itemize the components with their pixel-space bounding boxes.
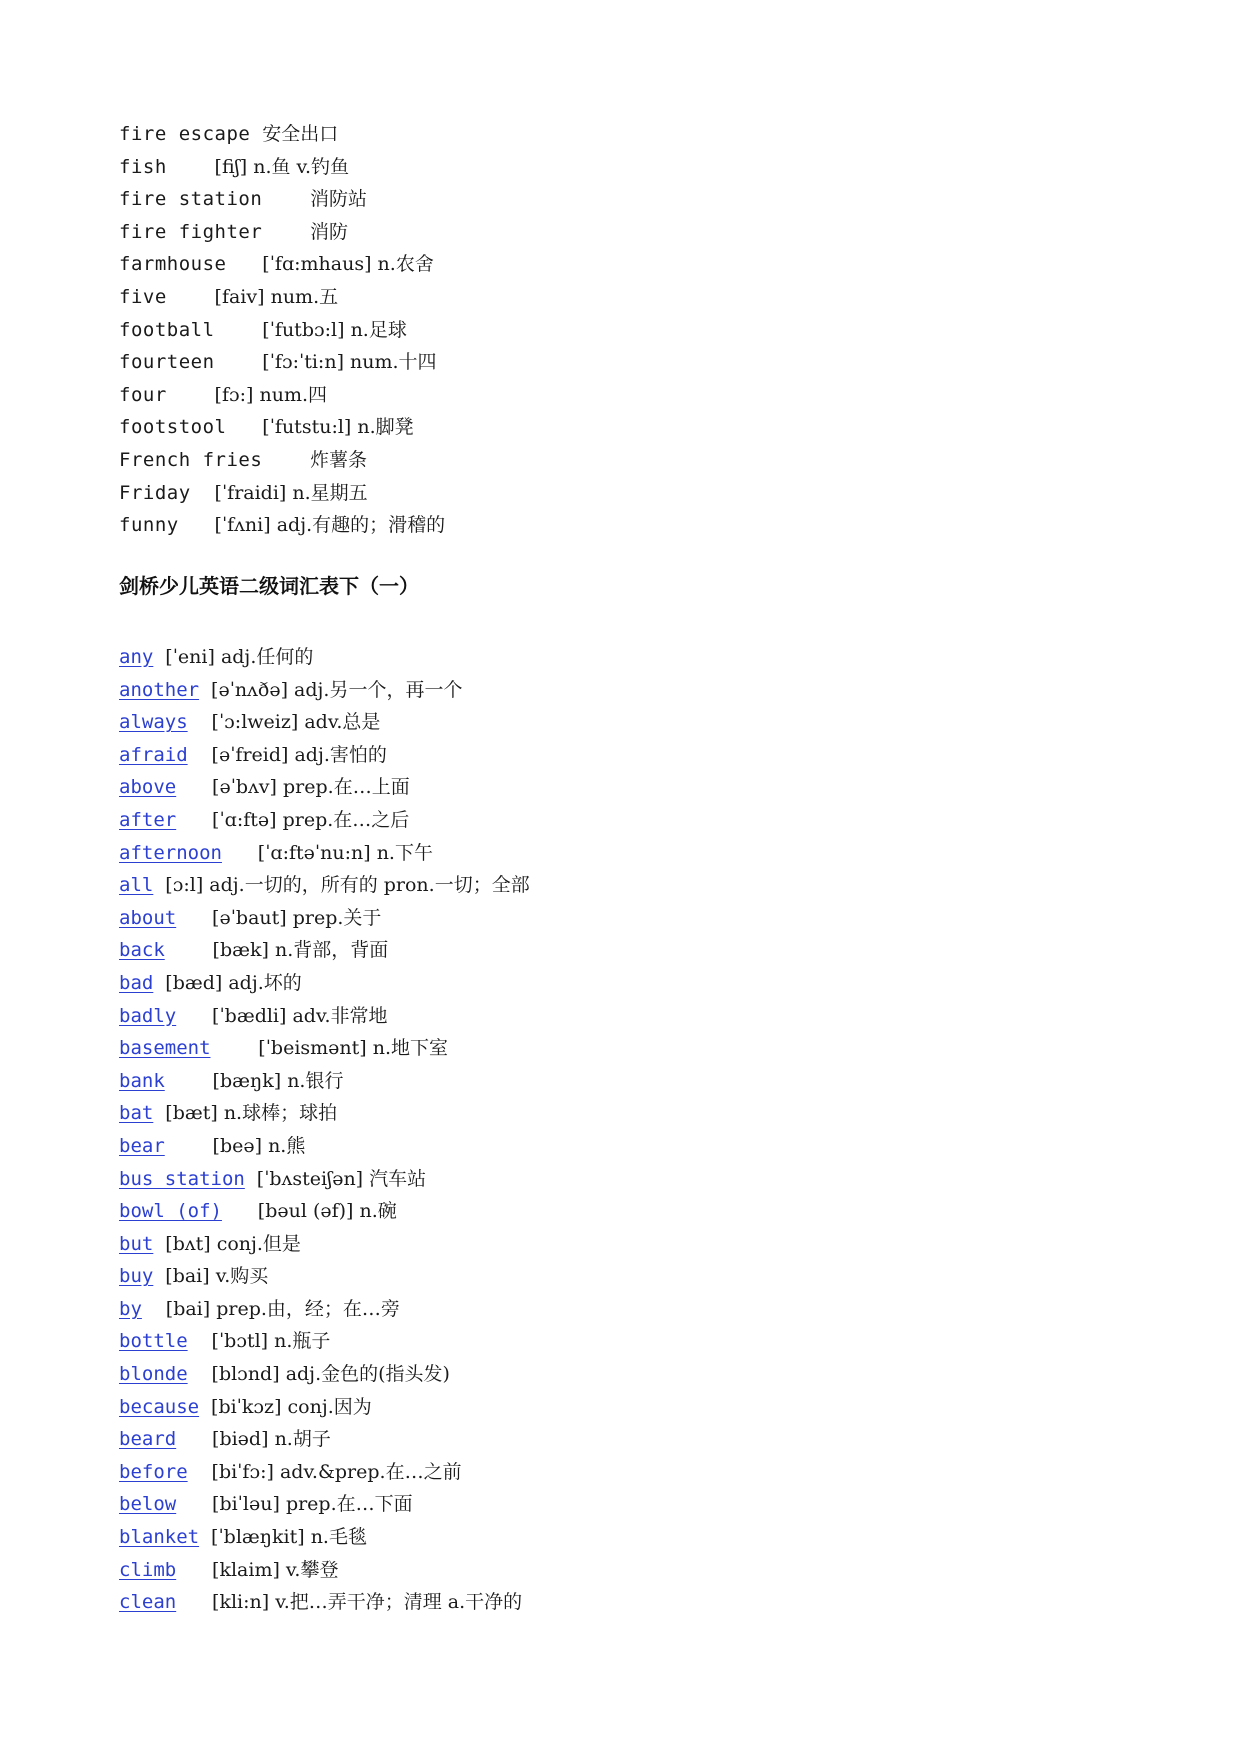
vocab-entry (119, 183, 445, 216)
vocab-definition: adj.任何的 (220, 646, 314, 668)
vocab-pronunciation: [əˈbʌv] (212, 776, 277, 799)
vocab-entry (119, 444, 445, 477)
vocab-entry (119, 1195, 530, 1228)
vocab-pronunciation: [ˈblæŋkit] (211, 1526, 305, 1549)
vocab-definition: 炸薯条 (310, 448, 368, 471)
spacer (167, 156, 215, 178)
vocab-pronunciation: [ˈfraidi] (214, 481, 287, 504)
spacer (165, 1070, 213, 1092)
vocab-definition: 消防站 (310, 188, 368, 211)
vocab-word-link[interactable]: basement (119, 1037, 211, 1060)
vocab-pronunciation: [ˈfutbɔ:l] (262, 318, 345, 341)
vocab-definition: v.购买 (215, 1265, 269, 1288)
vocab-definition: 安全出口 (262, 123, 339, 145)
vocab-word-link[interactable]: bank (119, 1069, 165, 1092)
spacer (167, 286, 215, 308)
vocab-definition: n.胡子 (274, 1428, 331, 1451)
vocab-entry (119, 151, 445, 184)
vocab-definition: adj.金色的(指头发) (285, 1363, 450, 1386)
spacer (211, 1037, 259, 1059)
vocab-word-link[interactable]: buy (119, 1265, 154, 1288)
spacer (153, 1265, 165, 1287)
vocab-word: fire escape (119, 123, 251, 145)
vocab-word-link[interactable]: climb (119, 1558, 177, 1581)
spacer (188, 1461, 212, 1483)
vocab-pronunciation: [fiʃ] (214, 155, 248, 178)
vocab-definition: adv.非常地 (292, 1004, 388, 1027)
vocab-pronunciation: [biəd] (212, 1428, 269, 1451)
spacer (153, 874, 165, 896)
vocab-definition: n.碗 (359, 1200, 397, 1223)
spacer (167, 384, 215, 406)
vocab-word: French fries (119, 448, 263, 471)
vocab-pronunciation: [ˈbeismənt] (258, 1037, 367, 1060)
vocab-pronunciation: [əˈnʌðə] (211, 678, 288, 701)
vocab-pronunciation: [ˈɑ:ftə] (212, 808, 277, 831)
vocab-definition: adj.一切的，所有的 pron.一切；全部 (209, 874, 530, 897)
vocab-word-link[interactable]: bus station (119, 1167, 245, 1190)
vocab-pronunciation: [biˈkɔz] (211, 1395, 282, 1418)
vocab-entry (119, 674, 530, 707)
vocab-definition: n.瓶子 (274, 1330, 331, 1353)
vocab-word-link[interactable]: another (119, 678, 200, 701)
vocab-entry (119, 1586, 530, 1619)
vocab-entry (119, 1000, 530, 1033)
spacer (215, 319, 263, 341)
vocab-pronunciation: [əˈbaut] (212, 906, 287, 929)
vocab-word-link[interactable]: afternoon (119, 841, 222, 864)
spacer (153, 1102, 165, 1124)
vocab-entry (119, 248, 445, 281)
vocab-word: fire fighter (119, 220, 263, 243)
vocab-pronunciation: [bæt] (165, 1102, 218, 1125)
vocab-definition: v.把…弄干净；清理 a.干净的 (275, 1591, 523, 1614)
vocab-entry (119, 1423, 530, 1456)
vocab-entry (119, 967, 530, 1000)
spacer (165, 1135, 213, 1157)
vocab-entry (119, 1488, 530, 1521)
spacer (199, 679, 211, 701)
vocab-pronunciation: [faiv] (214, 285, 265, 308)
vocab-pronunciation: [biˈfɔ:] (211, 1460, 274, 1483)
vocab-pronunciation: [ˈfutstu:l] (262, 416, 352, 439)
spacer (179, 514, 215, 536)
spacer (188, 711, 212, 733)
vocab-entry (119, 1456, 530, 1489)
vocab-definition: prep.由，经；在…旁 (216, 1297, 400, 1320)
vocab-pronunciation: [klaim] (212, 1558, 280, 1581)
vocab-entry (119, 346, 445, 379)
vocab-entry (119, 1391, 530, 1424)
vocab-pronunciation: [biˈləu] (212, 1493, 280, 1516)
vocab-entry (119, 1097, 530, 1130)
vocab-entry (119, 1065, 530, 1098)
vocab-list-f (119, 118, 445, 542)
spacer (222, 842, 258, 864)
vocab-entry (119, 1130, 530, 1163)
vocab-entry (119, 902, 530, 935)
vocab-entry (119, 1358, 530, 1391)
spacer (176, 1559, 212, 1581)
vocab-definition: adv.总是 (304, 711, 381, 734)
spacer (245, 1168, 257, 1190)
vocab-definition: adv.&prep.在…之前 (279, 1460, 462, 1483)
vocab-pronunciation: [bəul (əf)] (257, 1200, 354, 1223)
vocab-pronunciation: [ɔ:l] (165, 874, 204, 897)
spacer (176, 1591, 212, 1613)
vocab-word-link[interactable]: by (119, 1297, 142, 1320)
vocab-definition: 消防 (310, 220, 349, 243)
spacer (176, 1005, 212, 1027)
vocab-word-link[interactable]: bear (119, 1134, 165, 1157)
spacer (165, 939, 213, 961)
vocab-entry (119, 804, 530, 837)
spacer (250, 123, 262, 145)
vocab-pronunciation: [bʌt] (165, 1232, 211, 1255)
vocab-entry (119, 1032, 530, 1065)
vocab-word: fourteen (119, 351, 215, 374)
vocab-pronunciation: [ˈbɔtl] (211, 1330, 269, 1353)
vocab-entry (119, 934, 530, 967)
spacer (226, 253, 262, 275)
spacer (191, 482, 215, 504)
vocab-word-link[interactable]: about (119, 906, 177, 929)
spacer (262, 221, 310, 243)
vocab-definition: conj.但是 (216, 1232, 301, 1255)
vocab-word-link[interactable]: blanket (119, 1526, 200, 1549)
vocab-definition: adj.害怕的 (294, 743, 387, 766)
vocab-word-link[interactable]: bottle (119, 1330, 188, 1353)
vocab-definition: 汽车站 (369, 1167, 427, 1190)
vocab-word: fire station (119, 188, 263, 211)
vocab-word-link[interactable]: all (119, 874, 154, 897)
spacer (153, 1233, 165, 1255)
vocab-definition: prep.在…下面 (285, 1493, 413, 1516)
vocab-definition: n.毛毯 (310, 1526, 367, 1549)
vocab-word-link[interactable]: but (119, 1232, 154, 1255)
vocab-entry (119, 1325, 530, 1358)
vocab-definition: n.熊 (268, 1134, 306, 1157)
vocab-word: fish (119, 155, 167, 178)
vocab-word: four (119, 383, 167, 406)
vocab-entry (119, 771, 530, 804)
vocab-entry (119, 118, 445, 151)
vocab-definition: adj.有趣的；滑稽的 (276, 514, 446, 537)
vocab-definition: prep.关于 (292, 906, 382, 929)
spacer (176, 776, 212, 798)
spacer (262, 188, 310, 210)
vocab-entry (119, 641, 530, 674)
vocab-definition: prep.在…之后 (282, 808, 410, 831)
vocab-pronunciation: [ˈfʌni] (214, 514, 271, 537)
vocab-word-link[interactable]: bat (119, 1102, 154, 1125)
vocab-pronunciation: [əˈfreid] (211, 743, 289, 766)
spacer (153, 646, 165, 668)
spacer (176, 809, 212, 831)
vocab-pronunciation: [bai] (165, 1297, 211, 1320)
vocab-entry (119, 411, 445, 444)
vocab-word-link[interactable]: back (119, 939, 165, 962)
spacer (188, 1363, 212, 1385)
vocab-pronunciation: [blɔnd] (211, 1363, 280, 1386)
vocab-pronunciation: [ˈbʌsteiʃən] (256, 1167, 364, 1190)
vocab-word-link[interactable]: any (119, 646, 154, 668)
section-heading: 剑桥少儿英语二级词汇表下（一） (119, 574, 419, 598)
vocab-word-link[interactable]: after (119, 808, 177, 831)
vocab-pronunciation: [ˈeni] (165, 646, 215, 668)
vocab-word-link[interactable]: bowl (of) (119, 1200, 222, 1223)
vocab-entry (119, 1260, 530, 1293)
vocab-word: five (119, 285, 167, 308)
vocab-entry (119, 1554, 530, 1587)
vocab-entry (119, 477, 445, 510)
vocab-entry (119, 1163, 530, 1196)
vocab-definition: n.背部，背面 (274, 939, 389, 962)
spacer (142, 1298, 166, 1320)
vocab-definition: conj.因为 (287, 1395, 372, 1418)
vocab-word-link[interactable]: badly (119, 1004, 177, 1027)
vocab-definition: n.足球 (350, 318, 407, 341)
spacer (176, 907, 212, 929)
vocab-word-link[interactable]: above (119, 776, 177, 799)
vocab-pronunciation: [kli:n] (212, 1591, 270, 1614)
vocab-entry (119, 379, 445, 412)
vocab-pronunciation: [bæŋk] (212, 1069, 282, 1092)
vocab-definition: n.球棒；球拍 (223, 1102, 338, 1125)
spacer (215, 351, 263, 373)
vocab-definition: n.星期五 (292, 481, 368, 504)
vocab-word-link[interactable]: because (119, 1395, 200, 1418)
vocab-definition: n.下午 (376, 841, 433, 864)
vocab-definition: num.十四 (350, 351, 437, 374)
vocab-list-level2 (119, 641, 530, 1619)
vocab-word: funny (119, 514, 179, 537)
vocab-definition: n.鱼 v.钓鱼 (253, 155, 350, 178)
vocab-entry (119, 739, 530, 772)
spacer (153, 972, 165, 994)
vocab-word-link[interactable]: always (119, 711, 188, 734)
vocab-pronunciation: [ˈfɔ:ˈti:n] (262, 351, 344, 374)
vocab-pronunciation: [fɔ:] (214, 383, 254, 406)
vocab-definition: adj.另一个，再一个 (294, 678, 463, 701)
spacer (262, 449, 310, 471)
vocab-word: Friday (119, 481, 191, 504)
vocab-pronunciation: [ˈɔ:lweiz] (211, 711, 299, 734)
vocab-definition: num.四 (259, 383, 328, 406)
vocab-definition: num.五 (270, 285, 339, 308)
vocab-pronunciation: [ˈɑ:ftəˈnu:n] (257, 841, 371, 864)
vocab-definition: n.地下室 (372, 1037, 449, 1060)
vocab-word-link[interactable]: afraid (119, 743, 188, 766)
vocab-entry (119, 509, 445, 542)
vocab-entry (119, 837, 530, 870)
spacer (222, 1200, 258, 1222)
spacer (199, 1396, 211, 1418)
vocab-entry (119, 1293, 530, 1326)
vocab-definition: v.攀登 (285, 1558, 339, 1581)
vocab-word: farmhouse (119, 253, 227, 276)
vocab-word-link[interactable]: bad (119, 971, 154, 994)
vocab-definition: prep.在…上面 (283, 776, 410, 799)
vocab-pronunciation: [ˈbædli] (212, 1004, 287, 1027)
vocab-pronunciation: [bai] (165, 1265, 210, 1288)
vocab-definition: n.银行 (287, 1069, 344, 1092)
vocab-word-link[interactable]: clean (119, 1591, 177, 1614)
vocab-entry (119, 1521, 530, 1554)
vocab-pronunciation: [bæk] (212, 939, 269, 962)
vocab-entry (119, 281, 445, 314)
vocab-definition: n.农舍 (377, 253, 434, 276)
vocab-entry (119, 706, 530, 739)
vocab-pronunciation: [bæd] (165, 971, 223, 994)
spacer (188, 744, 212, 766)
vocab-definition: n.脚凳 (357, 416, 414, 439)
spacer (176, 1428, 212, 1450)
vocab-word-link[interactable]: before (119, 1460, 188, 1483)
vocab-entry (119, 216, 445, 249)
spacer (176, 1493, 212, 1515)
vocab-pronunciation: [beə] (212, 1134, 263, 1157)
spacer (199, 1526, 211, 1548)
vocab-word: football (119, 318, 215, 341)
vocab-pronunciation: [ˈfɑ:mhaus] (262, 253, 372, 276)
vocab-entry (119, 1228, 530, 1261)
vocab-word-link[interactable]: blonde (119, 1363, 188, 1386)
vocab-definition: adj.坏的 (228, 971, 302, 994)
spacer (188, 1330, 212, 1352)
vocab-entry (119, 869, 530, 902)
spacer (226, 416, 262, 438)
vocab-word-link[interactable]: beard (119, 1428, 177, 1451)
vocab-word: footstool (119, 416, 227, 439)
vocab-entry (119, 314, 445, 347)
vocab-word-link[interactable]: below (119, 1493, 177, 1516)
